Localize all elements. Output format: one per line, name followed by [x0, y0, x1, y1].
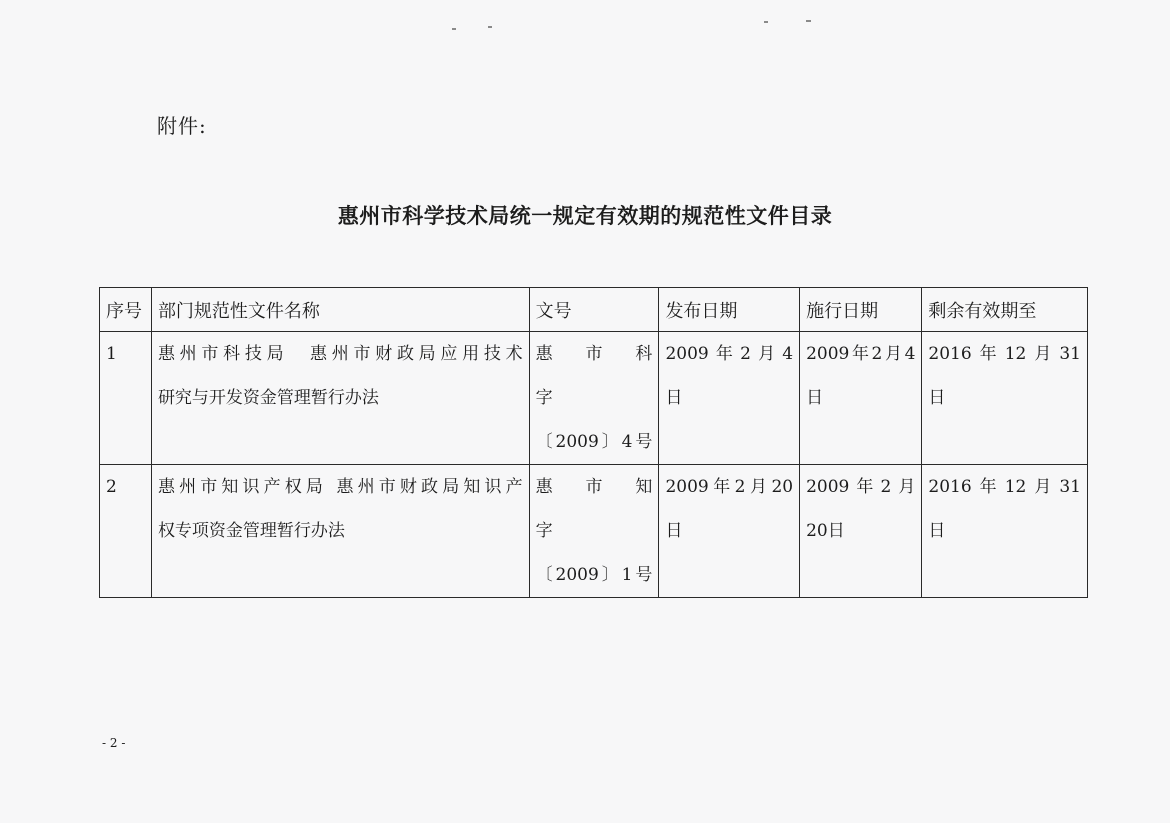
publish-line: 2009年2月20	[665, 477, 794, 497]
effective-line: 日	[806, 388, 824, 408]
cell-effective-date	[800, 465, 922, 598]
publish-line: 2009年2月4	[665, 344, 794, 364]
seq-value: 1	[106, 344, 117, 364]
name-line: 惠州市知识产权局 惠州市财政局知识产	[157, 477, 523, 497]
cell-publish-date	[659, 465, 800, 598]
valid-line: 日	[928, 388, 946, 408]
header-seq: 序号	[100, 288, 152, 332]
header-name: 部门规范性文件名称	[151, 288, 529, 332]
page-number: - 2 -	[102, 736, 126, 750]
document-title: 惠州市科学技术局统一规定有效期的规范性文件目录	[337, 204, 833, 228]
cell-wenhao	[529, 465, 670, 598]
effective-line: 20日	[806, 521, 845, 541]
name-line: 权专项资金管理暂行办法	[157, 521, 345, 541]
publish-line: 日	[665, 521, 683, 541]
valid-line: 2016年12月31	[928, 344, 1081, 364]
cell-name	[151, 332, 529, 465]
seq-value: 2	[106, 477, 117, 497]
cell-effective-date	[800, 332, 922, 465]
scan-speck	[488, 26, 492, 28]
wenhao-line: 〔2009〕4号	[535, 432, 653, 452]
scan-speck	[764, 21, 768, 23]
table-header-row	[100, 288, 1088, 332]
valid-line: 日	[928, 521, 946, 541]
cell-publish-date	[659, 332, 800, 465]
name-line: 惠州市科技局 惠州市财政局应用技术	[157, 344, 523, 364]
cell-seq	[100, 465, 152, 598]
valid-line: 2016年12月31	[928, 477, 1081, 497]
cell-name	[151, 465, 529, 598]
table-row	[100, 332, 1088, 465]
cell-wenhao	[529, 332, 670, 465]
header-effective-date: 施行日期	[800, 288, 922, 332]
wenhao-line: 惠 市 知 字	[535, 477, 670, 541]
name-line: 研究与开发资金管理暂行办法	[157, 388, 379, 408]
cell-valid-until	[922, 332, 1088, 465]
effective-line: 2009年2月4	[806, 344, 916, 364]
cell-valid-until	[922, 465, 1088, 598]
header-valid-until: 剩余有效期至	[922, 288, 1088, 332]
effective-line: 2009年2月	[806, 477, 916, 497]
scan-speck	[452, 28, 456, 30]
wenhao-line: 惠 市 科 字	[535, 344, 670, 408]
header-publish-date: 发布日期	[659, 288, 800, 332]
scan-speck	[806, 20, 811, 22]
wenhao-line: 〔2009〕1号	[535, 565, 653, 585]
publish-line: 日	[665, 388, 683, 408]
table-row	[100, 465, 1088, 598]
header-wenhao: 文号	[529, 288, 659, 332]
cell-seq	[100, 332, 152, 465]
attachment-label: 附件:	[157, 114, 207, 138]
catalog-table	[99, 287, 1088, 598]
